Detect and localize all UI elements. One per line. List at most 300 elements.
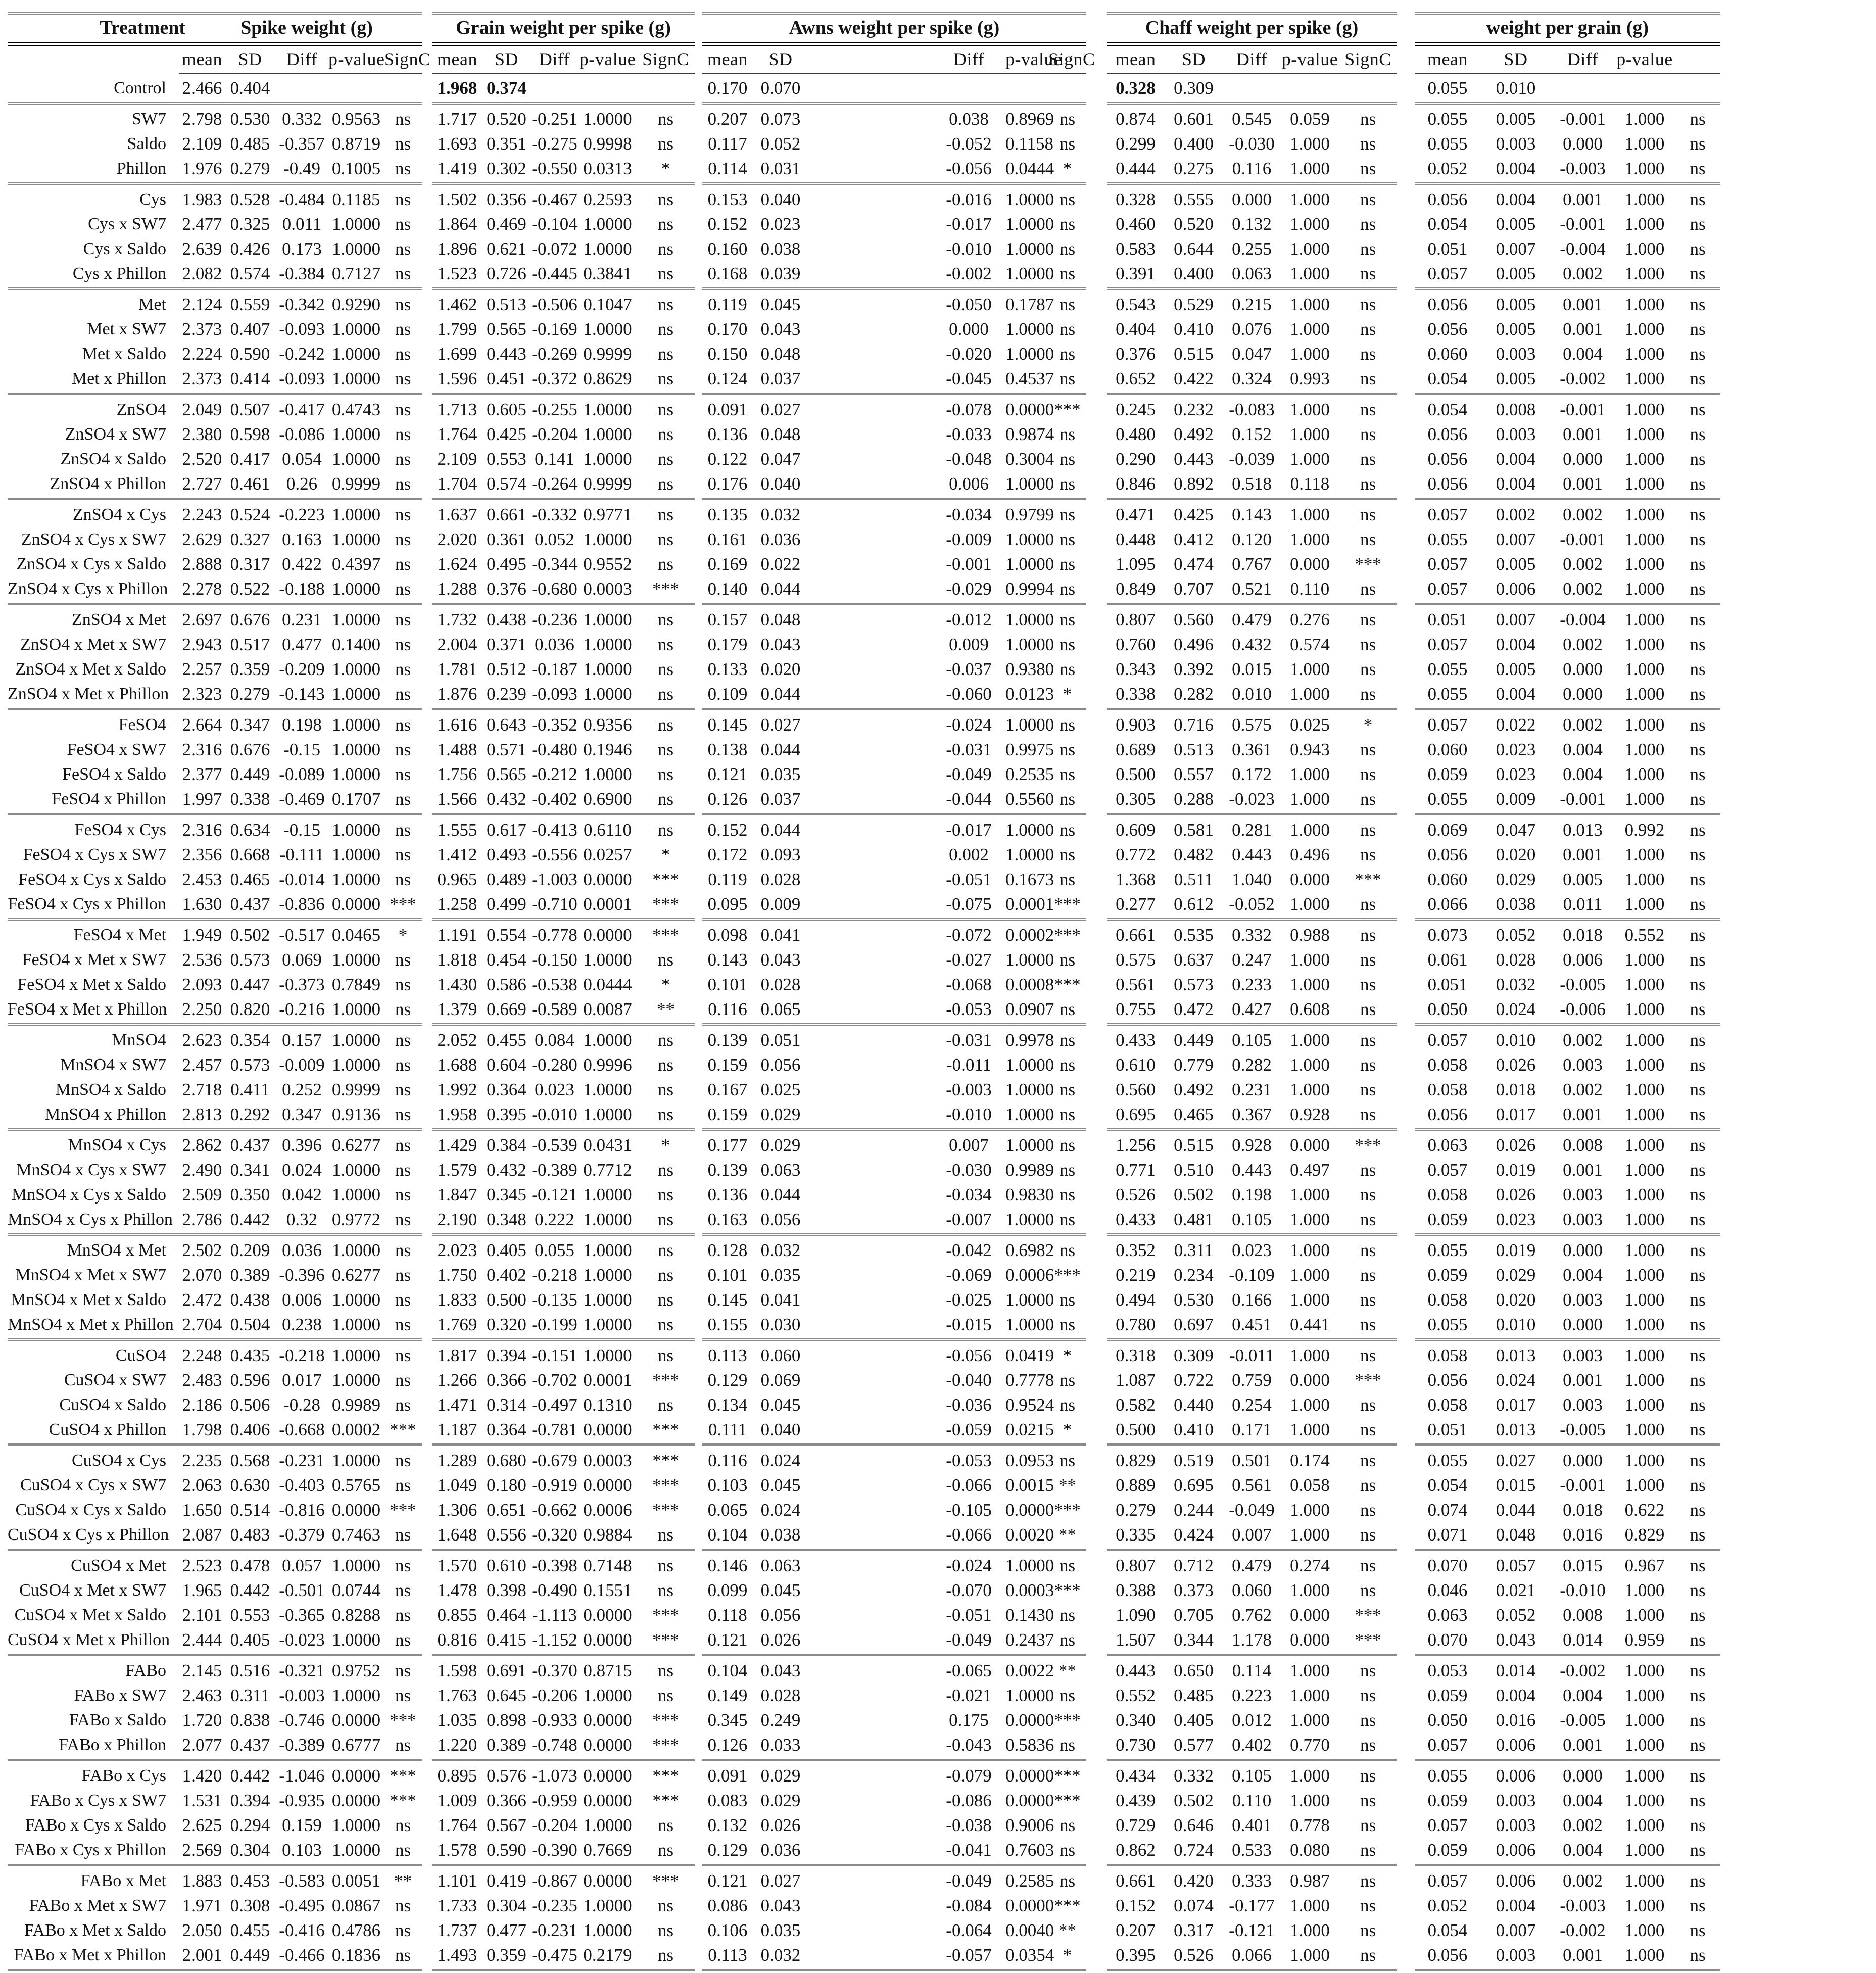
- cell-wpg-diff: 0.001: [1563, 1104, 1603, 1124]
- cell-awns-mean: 0.177: [707, 1135, 748, 1155]
- cell-grain-signc: ns: [657, 424, 674, 444]
- cell-awns-signc: ns: [1059, 263, 1076, 283]
- cell-chaff-p-value: 1.000: [1290, 133, 1330, 154]
- cell-grain-p-value: 1.0000: [583, 449, 632, 469]
- cell-chaff-mean: 0.730: [1116, 1735, 1156, 1755]
- cell-chaff-p-value: 0.110: [1290, 579, 1330, 599]
- cell-spike-sd: 0.389: [230, 1265, 270, 1285]
- cell-awns-mean: 0.128: [707, 1240, 748, 1260]
- cell-wpg-sd: 0.003: [1496, 133, 1536, 154]
- cell-grain-signc: ns: [657, 238, 674, 259]
- cell-grain-mean: 1.570: [437, 1555, 477, 1575]
- cell-chaff-mean: 0.494: [1116, 1289, 1156, 1310]
- cell-chaff-sd: 0.074: [1174, 1895, 1214, 1915]
- cell-awns-sd: 0.029: [760, 1790, 801, 1810]
- cell-chaff-signc: ns: [1360, 1079, 1376, 1099]
- cell-awns-diff: -0.020: [946, 344, 992, 364]
- cell-wpg-sd: 0.003: [1496, 424, 1536, 444]
- cell-spike-signc: ns: [395, 1054, 411, 1075]
- cell-spike-mean: 1.798: [182, 1419, 222, 1439]
- cell-awns-diff: -0.030: [946, 1160, 992, 1180]
- cell-wpg-mean: 0.054: [1427, 1475, 1468, 1495]
- cell-grain-p-value: 1.0000: [583, 1209, 632, 1229]
- cell-wpg-diff: -0.002: [1560, 1660, 1606, 1680]
- cell-chaff-sd: 0.492: [1174, 1079, 1214, 1099]
- cell-wpg-p-value: 1.000: [1624, 473, 1665, 494]
- cell-spike-mean: 2.050: [182, 1920, 222, 1940]
- cell-wpg-sd: 0.005: [1496, 319, 1536, 339]
- cell-chaff-sd: 0.311: [1174, 1240, 1214, 1260]
- cell-spike-mean: 2.639: [182, 238, 222, 259]
- rule-segment: [1415, 1128, 1720, 1131]
- cell-spike-mean: 2.093: [182, 974, 222, 994]
- cell-chaff-p-value: 1.000: [1290, 1500, 1330, 1520]
- cell-chaff-p-value: 0.928: [1290, 1104, 1330, 1124]
- rule-segment: [8, 393, 422, 395]
- cell-chaff-mean: 0.575: [1116, 949, 1156, 970]
- cell-awns-mean: 0.104: [707, 1660, 748, 1680]
- separator-rule: [8, 1969, 1720, 1971]
- cell-chaff-signc: ns: [1360, 529, 1376, 549]
- cell-chaff-diff: 1.178: [1232, 1629, 1272, 1650]
- cell-grain-mean: 2.109: [437, 449, 477, 469]
- cell-grain-p-value: 0.7712: [583, 1160, 632, 1180]
- cell-spike-mean: 2.373: [182, 368, 222, 389]
- cell-chaff-signc: ns: [1360, 399, 1376, 419]
- group-header-weight-per-grain: weight per grain (g): [1486, 17, 1649, 38]
- cell-grain-signc: ns: [657, 294, 674, 314]
- cell-wpg-diff: 0.003: [1563, 1184, 1603, 1205]
- cell-spike-diff: 0.159: [282, 1815, 322, 1835]
- cell-grain-p-value: 0.0003: [583, 579, 632, 599]
- cell-spike-mean: 2.457: [182, 1054, 222, 1075]
- colhead-grain-SD: SD: [494, 49, 519, 69]
- cell-awns-p-value: 1.0000: [1005, 214, 1054, 234]
- cell-grain-p-value: 0.0006: [583, 1500, 632, 1520]
- cell-grain-p-value: 0.9999: [583, 344, 632, 364]
- cell-awns-sd: 0.040: [760, 1419, 801, 1439]
- cell-spike-p-value: 0.9999: [331, 473, 381, 494]
- cell-grain-sd: 0.495: [487, 554, 526, 574]
- cell-wpg-mean: 0.054: [1427, 1920, 1468, 1940]
- cell-chaff-diff: 0.443: [1232, 844, 1272, 864]
- cell-awns-p-value: 0.0000: [1005, 1765, 1054, 1786]
- cell-wpg-p-value: 1.000: [1624, 1685, 1665, 1705]
- cell-chaff-mean: 1.087: [1116, 1370, 1156, 1390]
- cell-wpg-diff: 0.001: [1563, 189, 1603, 209]
- cell-wpg-signc: ns: [1690, 1345, 1706, 1365]
- rule-segment: [432, 1969, 695, 1971]
- cell-wpg-p-value: 1.000: [1624, 368, 1665, 389]
- cell-chaff-signc: ns: [1360, 1345, 1376, 1365]
- cell-grain-sd: 0.356: [487, 189, 526, 209]
- cell-wpg-p-value: 1.000: [1624, 579, 1665, 599]
- cell-awns-mean: 0.160: [707, 238, 748, 259]
- cell-wpg-diff: 0.002: [1563, 1815, 1603, 1835]
- cell-wpg-sd: 0.006: [1496, 1735, 1536, 1755]
- cell-chaff-diff: 0.023: [1232, 1240, 1272, 1260]
- cell-grain-p-value: 1.0000: [583, 1345, 632, 1365]
- cell-wpg-sd: 0.023: [1496, 1209, 1536, 1229]
- cell-wpg-sd: 0.004: [1496, 158, 1536, 178]
- cell-grain-signc: ns: [657, 554, 674, 574]
- cell-wpg-p-value: 0.622: [1624, 1500, 1665, 1520]
- cell-grain-sd: 0.454: [487, 949, 526, 970]
- cell-wpg-p-value: 1.000: [1624, 1394, 1665, 1415]
- cell-chaff-diff: 0.361: [1232, 739, 1272, 759]
- cell-awns-sd: 0.045: [760, 294, 801, 314]
- cell-awns-diff: 0.007: [949, 1135, 989, 1155]
- cell-grain-signc: ns: [657, 1555, 674, 1575]
- cell-treatment: Phillon: [116, 159, 166, 178]
- cell-awns-p-value: 1.0000: [1005, 1555, 1054, 1575]
- cell-awns-diff: -0.079: [946, 1765, 992, 1786]
- cell-spike-sd: 0.437: [230, 1135, 270, 1155]
- cell-treatment: CuSO4 x Cys x SW7: [20, 1475, 166, 1495]
- cell-grain-signc: ns: [657, 1030, 674, 1050]
- cell-awns-sd: 0.051: [760, 1030, 801, 1050]
- cell-grain-p-value: 1.0000: [583, 1240, 632, 1260]
- cell-grain-diff: -0.959: [532, 1790, 578, 1810]
- cell-spike-mean: 2.257: [182, 659, 222, 679]
- cell-awns-diff: -0.078: [946, 399, 992, 419]
- cell-awns-sd: 0.044: [760, 1184, 801, 1205]
- cell-grain-diff: 0.141: [535, 449, 574, 469]
- cell-chaff-mean: 0.695: [1116, 1104, 1156, 1124]
- cell-grain-mean: 1.750: [437, 1265, 477, 1285]
- rule-segment: [432, 1338, 695, 1341]
- cell-grain-diff: -0.710: [532, 894, 578, 914]
- cell-awns-p-value: 0.9978: [1005, 1030, 1054, 1050]
- cell-chaff-diff: 0.533: [1232, 1840, 1272, 1860]
- cell-chaff-sd: 0.400: [1174, 133, 1214, 154]
- cell-wpg-p-value: 1.000: [1624, 1314, 1665, 1334]
- cell-chaff-diff: 0.767: [1232, 554, 1272, 574]
- cell-grain-sd: 0.554: [487, 925, 526, 945]
- cell-awns-sd: 0.039: [760, 263, 801, 283]
- cell-chaff-diff: -0.052: [1229, 894, 1275, 914]
- cell-chaff-diff: -0.109: [1229, 1265, 1275, 1285]
- cell-wpg-diff: 0.002: [1563, 1030, 1603, 1050]
- cell-treatment: Control: [114, 78, 166, 98]
- cell-spike-sd: 0.634: [230, 820, 270, 840]
- cell-awns-mean: 0.095: [707, 894, 748, 914]
- cell-treatment: MnSO4: [112, 1030, 166, 1049]
- cell-chaff-p-value: 1.000: [1290, 1710, 1330, 1730]
- rule-segment: [8, 1759, 422, 1761]
- cell-chaff-p-value: 1.000: [1290, 1240, 1330, 1260]
- cell-grain-sd: 0.395: [487, 1104, 526, 1124]
- group-header-awns-weight: Awns weight per spike (g): [789, 17, 1000, 38]
- cell-wpg-mean: 0.051: [1427, 974, 1468, 994]
- cell-spike-mean: 2.813: [182, 1104, 222, 1124]
- cell-awns-signc: ns: [1059, 1394, 1076, 1415]
- cell-chaff-signc: ns: [1360, 1945, 1376, 1965]
- cell-grain-p-value: 1.0000: [583, 214, 632, 234]
- cell-wpg-mean: 0.066: [1427, 894, 1468, 914]
- group-header-chaff-weight: Chaff weight per spike (g): [1145, 17, 1359, 38]
- cell-chaff-p-value: 1.000: [1290, 319, 1330, 339]
- cell-spike-mean: 2.224: [182, 344, 222, 364]
- cell-spike-signc: ns: [395, 1160, 411, 1180]
- cell-spike-signc: ns: [395, 1314, 411, 1334]
- cell-chaff-mean: 0.245: [1116, 399, 1156, 419]
- cell-chaff-p-value: 0.988: [1290, 925, 1330, 945]
- cell-wpg-p-value: 1.000: [1624, 399, 1665, 419]
- cell-wpg-sd: 0.022: [1496, 714, 1536, 735]
- cell-wpg-mean: 0.060: [1427, 344, 1468, 364]
- rule-segment: [432, 603, 695, 605]
- cell-grain-diff: -0.550: [532, 158, 578, 178]
- cell-spike-sd: 0.435: [230, 1345, 270, 1365]
- cell-chaff-p-value: 0.174: [1290, 1450, 1330, 1470]
- cell-chaff-mean: 0.583: [1116, 238, 1156, 259]
- rule-segment: [1107, 73, 1397, 74]
- cell-chaff-p-value: 1.000: [1290, 294, 1330, 314]
- cell-chaff-sd: 0.695: [1174, 1475, 1214, 1495]
- cell-awns-p-value: 0.9989: [1005, 1160, 1054, 1180]
- cell-treatment: Met x Saldo: [82, 344, 166, 363]
- cell-grain-p-value: 0.0431: [583, 1135, 632, 1155]
- cell-wpg-p-value: 0.552: [1624, 925, 1665, 945]
- group-segment-awns: [702, 13, 1086, 46]
- cell-awns-signc: ns: [1059, 133, 1076, 154]
- separator-rule: [8, 1864, 1720, 1866]
- cell-wpg-diff: 0.004: [1563, 1685, 1603, 1705]
- cell-chaff-diff: 0.443: [1232, 1160, 1272, 1180]
- cell-wpg-signc: ns: [1690, 1555, 1706, 1575]
- cell-chaff-sd: 0.309: [1174, 78, 1214, 98]
- separator-rule: [8, 1023, 1720, 1026]
- cell-treatment: MnSO4 x Met x SW7: [15, 1265, 166, 1284]
- cell-awns-mean: 0.121: [707, 1870, 748, 1891]
- cell-chaff-diff: 0.401: [1232, 1815, 1272, 1835]
- table-row: [8, 1473, 1720, 1498]
- cell-awns-mean: 0.099: [707, 1580, 748, 1600]
- cell-chaff-mean: 0.279: [1116, 1500, 1156, 1520]
- cell-wpg-p-value: 1.000: [1624, 869, 1665, 889]
- cell-spike-sd: 0.453: [230, 1870, 270, 1891]
- colhead-grain-SignC: SignC: [642, 49, 689, 69]
- cell-spike-diff: 0.238: [282, 1314, 322, 1334]
- cell-spike-mean: 1.630: [182, 894, 222, 914]
- cell-grain-p-value: 0.0003: [583, 1450, 632, 1470]
- cell-spike-p-value: 0.8719: [331, 133, 381, 154]
- rule-segment: [1415, 102, 1720, 105]
- cell-awns-diff: -0.056: [946, 158, 992, 178]
- cell-grain-diff: -0.104: [532, 214, 578, 234]
- rule-segment: [1107, 1023, 1397, 1026]
- cell-wpg-mean: 0.052: [1427, 158, 1468, 178]
- cell-grain-p-value: 0.0001: [583, 894, 632, 914]
- cell-wpg-sd: 0.007: [1496, 529, 1536, 549]
- cell-chaff-p-value: 1.000: [1290, 1580, 1330, 1600]
- group-segment-spike: [8, 13, 422, 46]
- cell-wpg-signc: ns: [1690, 1184, 1706, 1205]
- cell-wpg-diff: 0.000: [1563, 1314, 1603, 1334]
- cell-grain-sd: 0.661: [487, 504, 526, 524]
- cell-spike-mean: 1.965: [182, 1580, 222, 1600]
- cell-spike-sd: 0.461: [230, 473, 270, 494]
- cell-wpg-mean: 0.059: [1427, 1685, 1468, 1705]
- cell-treatment: CuSO4 x Cys: [71, 1451, 166, 1470]
- cell-chaff-sd: 0.412: [1174, 529, 1214, 549]
- cell-wpg-p-value: 1.000: [1624, 1475, 1665, 1495]
- cell-awns-signc: ns: [1059, 214, 1076, 234]
- cell-awns-signc: ns: [1059, 1314, 1076, 1334]
- table-row: [8, 1133, 1720, 1158]
- cell-chaff-diff: 0.479: [1232, 609, 1272, 630]
- cell-spike-mean: 2.250: [182, 999, 222, 1019]
- group-header-row: [8, 17, 1720, 46]
- cell-spike-diff: -0.15: [283, 739, 320, 759]
- cell-chaff-sd: 0.244: [1174, 1500, 1214, 1520]
- cell-wpg-sd: 0.024: [1496, 1370, 1536, 1390]
- cell-chaff-sd: 0.309: [1174, 1345, 1214, 1365]
- cell-wpg-p-value: 1.000: [1624, 1104, 1665, 1124]
- cell-awns-diff: -0.048: [946, 449, 992, 469]
- cell-wpg-mean: 0.057: [1427, 1870, 1468, 1891]
- cell-spike-signc: ns: [395, 1265, 411, 1285]
- cell-grain-diff: -0.778: [532, 925, 578, 945]
- cell-spike-diff: -0.365: [279, 1605, 325, 1625]
- cell-awns-p-value: 1.0000: [1005, 949, 1054, 970]
- cell-awns-p-value: 0.6982: [1005, 1240, 1054, 1260]
- cell-awns-p-value: 0.0000: [1005, 1790, 1054, 1810]
- cell-wpg-sd: 0.043: [1496, 1629, 1536, 1650]
- rule-segment: [1107, 1969, 1397, 1971]
- cell-chaff-mean: 0.500: [1116, 1419, 1156, 1439]
- cell-spike-signc: ns: [395, 344, 411, 364]
- cell-chaff-signc: ns: [1360, 609, 1376, 630]
- colhead-chaff-SignC: SignC: [1344, 49, 1391, 69]
- cell-wpg-p-value: 1.000: [1624, 999, 1665, 1019]
- cell-spike-p-value: 1.0000: [331, 424, 381, 444]
- rule-segment: [432, 1443, 695, 1446]
- cell-chaff-mean: 0.299: [1116, 133, 1156, 154]
- cell-chaff-sd: 0.612: [1174, 894, 1214, 914]
- cell-wpg-diff: 0.013: [1563, 820, 1603, 840]
- cell-awns-mean: 0.113: [708, 1345, 747, 1365]
- cell-wpg-p-value: 1.000: [1624, 1419, 1665, 1439]
- cell-chaff-sd: 0.697: [1174, 1314, 1214, 1334]
- cell-grain-p-value: 0.0087: [583, 999, 632, 1019]
- cell-spike-mean: 2.235: [182, 1450, 222, 1470]
- cell-spike-sd: 0.294: [230, 1815, 270, 1835]
- cell-chaff-sd: 0.410: [1174, 1419, 1214, 1439]
- cell-awns-p-value: 0.8969: [1005, 109, 1054, 129]
- cell-grain-diff: -0.680: [532, 579, 578, 599]
- separator-rule: [8, 393, 1720, 395]
- cell-grain-mean: 1.035: [437, 1710, 477, 1730]
- cell-wpg-sd: 0.020: [1496, 844, 1536, 864]
- cell-wpg-p-value: 1.000: [1624, 133, 1665, 154]
- cell-wpg-sd: 0.052: [1496, 925, 1536, 945]
- cell-grain-signc: ns: [657, 399, 674, 419]
- cell-spike-diff: -0.28: [283, 1394, 320, 1415]
- cell-wpg-sd: 0.018: [1496, 1079, 1536, 1099]
- cell-chaff-diff: 0.561: [1232, 1475, 1272, 1495]
- cell-awns-mean: 0.143: [707, 949, 748, 970]
- cell-awns-sd: 0.028: [760, 974, 801, 994]
- rule-segment: [8, 1549, 422, 1551]
- cell-chaff-p-value: 1.000: [1290, 1209, 1330, 1229]
- cell-treatment: FeSO4 x Met x Saldo: [17, 975, 166, 994]
- cell-awns-signc: ns: [1059, 820, 1076, 840]
- rule-segment: [702, 1128, 1086, 1131]
- cell-spike-p-value: 1.0000: [331, 1370, 381, 1390]
- table-row: [8, 1578, 1720, 1603]
- cell-awns-diff: -0.075: [946, 894, 992, 914]
- cell-awns-sd: 0.035: [760, 1265, 801, 1285]
- cell-chaff-mean: 0.772: [1116, 844, 1156, 864]
- cell-grain-mean: 1.220: [437, 1735, 477, 1755]
- cell-spike-signc: ns: [395, 1524, 411, 1545]
- cell-grain-diff: -0.662: [532, 1500, 578, 1520]
- cell-grain-p-value: 0.0000: [583, 1870, 632, 1891]
- cell-chaff-mean: 0.874: [1116, 109, 1156, 129]
- cell-spike-sd: 0.209: [230, 1240, 270, 1260]
- cell-spike-sd: 0.485: [230, 133, 270, 154]
- cell-chaff-diff: 0.233: [1232, 974, 1272, 994]
- cell-spike-diff: 0.017: [282, 1370, 322, 1390]
- cell-awns-signc: ns: [1059, 609, 1076, 630]
- cell-grain-signc: ns: [657, 1054, 674, 1075]
- table-row: [8, 1417, 1720, 1442]
- cell-awns-signc: *: [1063, 1345, 1072, 1365]
- cell-chaff-sd: 0.485: [1174, 1685, 1214, 1705]
- cell-wpg-sd: 0.014: [1496, 1660, 1536, 1680]
- cell-spike-signc: ns: [395, 1345, 411, 1365]
- cell-grain-sd: 0.617: [487, 820, 526, 840]
- rule-segment: [1415, 287, 1720, 290]
- cell-wpg-sd: 0.003: [1496, 1790, 1536, 1810]
- cell-grain-p-value: 1.0000: [583, 634, 632, 654]
- cell-wpg-signc: ns: [1690, 1209, 1706, 1229]
- cell-wpg-sd: 0.029: [1496, 1265, 1536, 1285]
- cell-spike-signc: ns: [395, 1605, 411, 1625]
- cell-grain-sd: 0.610: [487, 1555, 526, 1575]
- cell-spike-diff: 0.006: [282, 1289, 322, 1310]
- cell-spike-mean: 2.248: [182, 1345, 222, 1365]
- cell-chaff-signc: ns: [1360, 504, 1376, 524]
- cell-chaff-diff: 0.545: [1232, 109, 1272, 129]
- rule-segment: [432, 393, 695, 395]
- cell-chaff-p-value: 0.441: [1290, 1314, 1330, 1334]
- cell-grain-sd: 0.348: [487, 1209, 526, 1229]
- cell-awns-sd: 0.036: [760, 1840, 801, 1860]
- cell-chaff-diff: 0.762: [1232, 1605, 1272, 1625]
- cell-awns-diff: -0.040: [946, 1370, 992, 1390]
- cell-chaff-p-value: 0.943: [1290, 739, 1330, 759]
- table-row: [8, 1498, 1720, 1522]
- cell-wpg-sd: 0.008: [1496, 399, 1536, 419]
- cell-spike-sd: 0.437: [230, 894, 270, 914]
- cell-grain-signc: ***: [652, 869, 679, 889]
- cell-awns-sd: 0.030: [760, 1314, 801, 1334]
- cell-chaff-mean: 0.755: [1116, 999, 1156, 1019]
- cell-wpg-sd: 0.005: [1496, 368, 1536, 389]
- cell-awns-sd: 0.043: [760, 949, 801, 970]
- cell-awns-sd: 0.063: [760, 1555, 801, 1575]
- cell-chaff-sd: 0.422: [1174, 368, 1214, 389]
- rule-segment: [432, 708, 695, 710]
- cell-awns-p-value: 1.0000: [1005, 263, 1054, 283]
- cell-chaff-diff: 0.451: [1232, 1314, 1272, 1334]
- cell-wpg-sd: 0.007: [1496, 238, 1536, 259]
- rule-segment: [432, 1759, 695, 1761]
- cell-wpg-diff: 0.002: [1563, 504, 1603, 524]
